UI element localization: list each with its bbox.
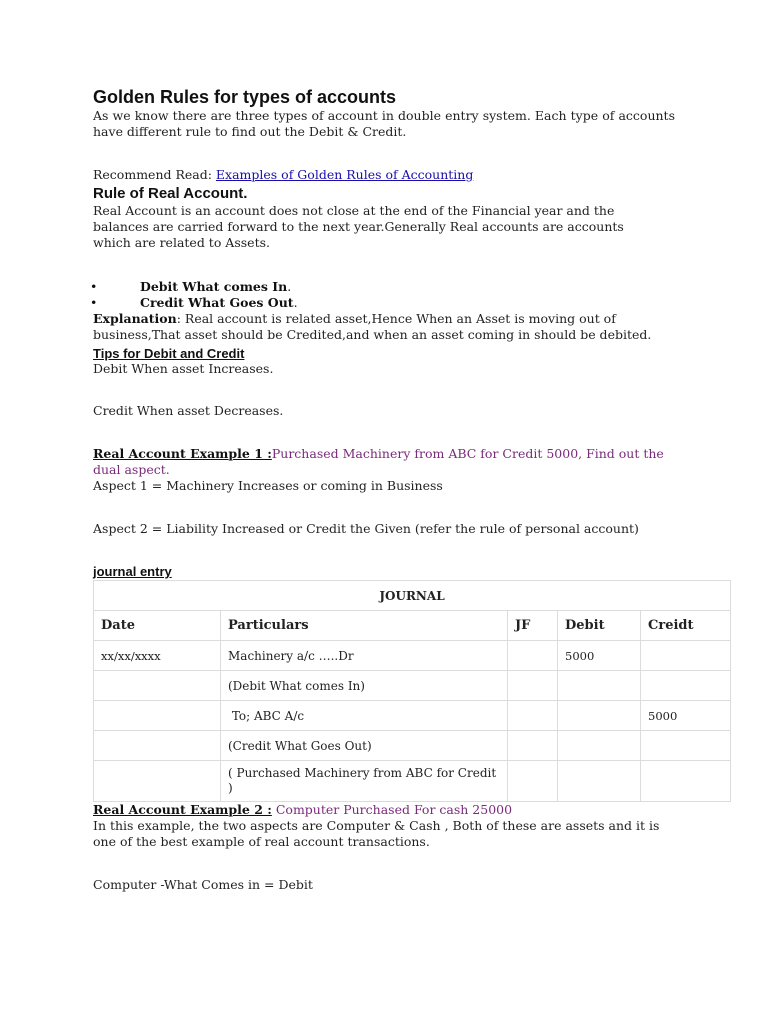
example2-label: Real Account Example 2 :	[93, 802, 272, 817]
table-row	[94, 761, 731, 802]
example1-aspect2: Aspect 2 = Liability Increased or Credit the Given (refer the rule of personal account)	[93, 521, 639, 536]
cell-particulars: (Debit What comes In)	[221, 671, 508, 701]
cell-date: xx/xx/xxxx	[94, 641, 221, 671]
cell-credit	[641, 671, 731, 701]
journal-title-row	[94, 581, 731, 611]
example2-body: In this example, the two aspects are Computer & Cash , Both of these are assets and it is one of the best example of real account transactions.	[93, 818, 660, 849]
rule-bullets	[90, 279, 675, 311]
cell-jf	[508, 761, 558, 802]
recommend-link[interactable]: Examples of Golden Rules of Accounting	[215, 167, 474, 182]
cell-jf	[508, 641, 558, 671]
page-title: Golden Rules for types of accounts	[93, 87, 397, 107]
bullet-text: Credit What Goes Out	[140, 295, 294, 310]
example1-aspect1: Aspect 1 = Machinery Increases or coming in Business	[93, 478, 443, 493]
journal-table	[93, 580, 731, 802]
example2-heading	[93, 802, 675, 818]
table-row	[94, 671, 731, 701]
cell-debit: 5000	[558, 641, 641, 671]
cell-particulars: To; ABC A/c	[221, 701, 508, 731]
explanation-label: Explanation	[93, 311, 177, 326]
recommend-read	[93, 167, 675, 183]
table-row	[94, 731, 731, 761]
cell-jf	[508, 671, 558, 701]
cell-particulars: Machinery a/c …..Dr	[221, 641, 508, 671]
example1-label: Real Account Example 1 :	[93, 446, 272, 461]
bullet-item: • Debit What comes In.	[90, 279, 292, 294]
cell-credit	[641, 761, 731, 802]
cell-date	[94, 761, 221, 802]
tip-debit: Debit When asset Increases.	[93, 361, 274, 376]
header-debit: Debit	[558, 611, 641, 641]
cell-particulars: ( Purchased Machinery from ABC for Credit )	[221, 761, 508, 802]
header-particulars: Particulars	[221, 611, 508, 641]
example2-text: Computer Purchased For cash 25000	[271, 802, 513, 817]
header-jf: JF	[508, 611, 558, 641]
example1-text: Purchased Machinery from ABC for Credit 5000, Find out the dual aspect.	[93, 446, 664, 477]
cell-debit	[558, 731, 641, 761]
cell-date	[94, 671, 221, 701]
journal-entry-label: journal entry	[93, 564, 172, 579]
document-page	[90, 86, 694, 893]
cell-jf	[508, 731, 558, 761]
explanation-text: : Real account is related asset,Hence When an Asset is moving out of business,That asset should be Credited,and when an asset coming in should be debited.	[93, 311, 652, 342]
bullet-text: Debit What comes In	[140, 279, 288, 294]
header-credit: Creidt	[641, 611, 731, 641]
cell-debit	[558, 761, 641, 802]
cell-credit	[641, 641, 731, 671]
bullet-item: • Credit What Goes Out.	[90, 295, 298, 310]
cell-date	[94, 731, 221, 761]
journal-header-row	[94, 611, 731, 641]
cell-particulars: (Credit What Goes Out)	[221, 731, 508, 761]
example2-line: Computer -What Comes in = Debit	[93, 877, 313, 892]
example1-paragraph	[93, 446, 675, 478]
tips-heading: Tips for Debit and Credit	[93, 346, 245, 361]
cell-credit: 5000	[641, 701, 731, 731]
rule-paragraph: Real Account is an account does not close at the end of the Financial year and the balances are carried forward to the next year.Generally Real accounts are accounts which are related to Assets.	[93, 203, 624, 250]
rule-heading: Rule of Real Account.	[93, 185, 248, 202]
cell-debit	[558, 701, 641, 731]
header-date: Date	[94, 611, 221, 641]
recommend-label: Recommend Read:	[93, 167, 216, 182]
cell-credit	[641, 731, 731, 761]
table-row	[94, 641, 731, 671]
tip-credit: Credit When asset Decreases.	[93, 403, 284, 418]
table-row	[94, 701, 731, 731]
cell-jf	[508, 701, 558, 731]
journal-title: JOURNAL	[94, 581, 731, 611]
explanation-paragraph	[93, 311, 668, 343]
cell-date	[94, 701, 221, 731]
intro-paragraph: As we know there are three types of account in double entry system. Each type of accounts have different rule to find out the Debit & Credit.	[93, 108, 675, 139]
cell-debit	[558, 671, 641, 701]
